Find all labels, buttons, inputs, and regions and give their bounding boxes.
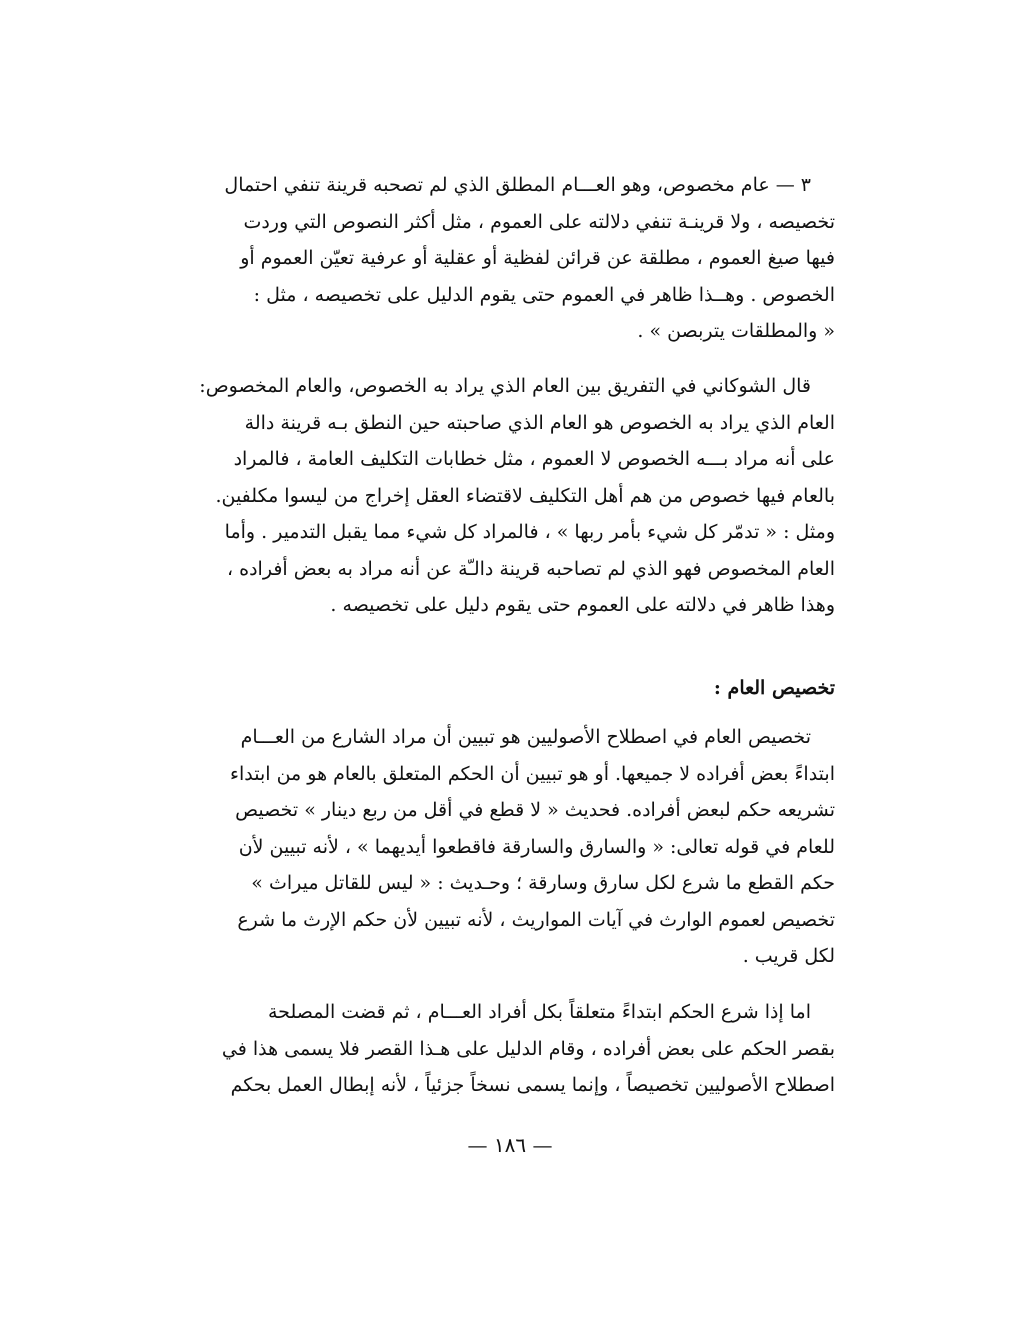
text-line: حكم القطع ما شرع لكل سارق وسارقة ؛ وحـديث : « ليس للقاتل ميراث » [251, 872, 835, 894]
text-line: للعام في قوله تعالى: « والسارق والسارقة فاقطعوا أيديهما » ، لأنه تبيين لأن [238, 835, 835, 858]
text-line: بالعام فيها خصوص من هم أهل التكليف لاقتضاء العقل إخراج من ليسوا مكلفين. [215, 484, 835, 507]
text-line: قال الشوكاني في التفريق بين العام الذي يراد به الخصوص، والعام المخصوص: [199, 375, 811, 397]
page-number: — ١٨٦ — [467, 1133, 553, 1157]
text-line: ٣ — عام مخصوص، وهو العـــام المطلق الذي لم تصحبه قرينة تنفي احتمال [224, 174, 811, 196]
text-line: اصطلاح الأصوليين تخصيصاً ، وإنما يسمى نسخاً جزئياً ، لأنه إبطال العمل بحكم [230, 1074, 835, 1096]
text-line: « والمطلقات يتربصن » . [637, 320, 835, 342]
text-line: العام المخصوص فهو الذي لم تصاحبه قرينة دالـّة عن أنه مراد به بعض أفراده ، [226, 557, 835, 580]
text-line: على أنه مراد بـــه الخصوص لا العموم ، مثل خطابات التكليف العامة ، فالمراد [233, 448, 835, 470]
text-line: ومثل : « تدمّر كل شيء بأمر ربها » ، فالمراد كل شيء مما يقبل التدمير . وأما [224, 521, 835, 543]
paragraph-general-restricted-definition [180, 167, 835, 350]
text-line: الخصوص . وهــذا ظاهر في العموم حتى يقوم الدليل على تخصيصه ، مثل : [253, 283, 835, 306]
text-line: وهذا ظاهر في دلالته على العموم حتى يقوم دليل على تخصيصه . [330, 594, 835, 616]
text-line: لكل قريب . [742, 945, 835, 967]
text-line: تخصيصه ، ولا قرينـة تنفي دلالته على العموم ، مثل أكثر النصوص التي وردت [243, 210, 835, 233]
text-line: فيها صيغ العموم ، مطلقة عن قرائن لفظية أو عقلية أو عرفية تعيّن العموم أو [240, 247, 835, 269]
text-line: تخصيص لعموم الوارث في آيات المواريث ، لأنه تبيين لأن حكم الإرث ما شرع [237, 908, 835, 931]
paragraph-partial-abrogation [180, 994, 835, 1104]
paragraph-specification-definition [180, 719, 835, 975]
section-heading: تخصيص العام : [713, 677, 835, 699]
text-line: بقصر الحكم على بعض أفراده ، وقام الدليل على هـذا القصر فلا يسمى هذا في [221, 1037, 835, 1060]
text-line: العام الذي يراد به الخصوص هو العام الذي صاحبته حين النطق بـه قرينة دالة [244, 411, 835, 434]
text-line: تشريعه حكم لبعض أفراده. فحديث « لا قطع في أقل من ربع دينار » تخصيص [235, 799, 835, 821]
text-line: تخصيص العام في اصطلاح الأصوليين هو تبيين أن مراد الشارع من العـــام [240, 726, 811, 748]
paragraph-shawkani-distinction [180, 368, 835, 624]
text-line: ابتداءً بعض أفراده لا جميعها. أو هو تبيين أن الحكم المتعلق بالعام هو من ابتداء [230, 762, 835, 785]
text-line: اما إذا شرع الحكم ابتداءً متعلقاً بكل أفراد العـــام ، ثم قضت المصلحة [268, 1001, 811, 1023]
